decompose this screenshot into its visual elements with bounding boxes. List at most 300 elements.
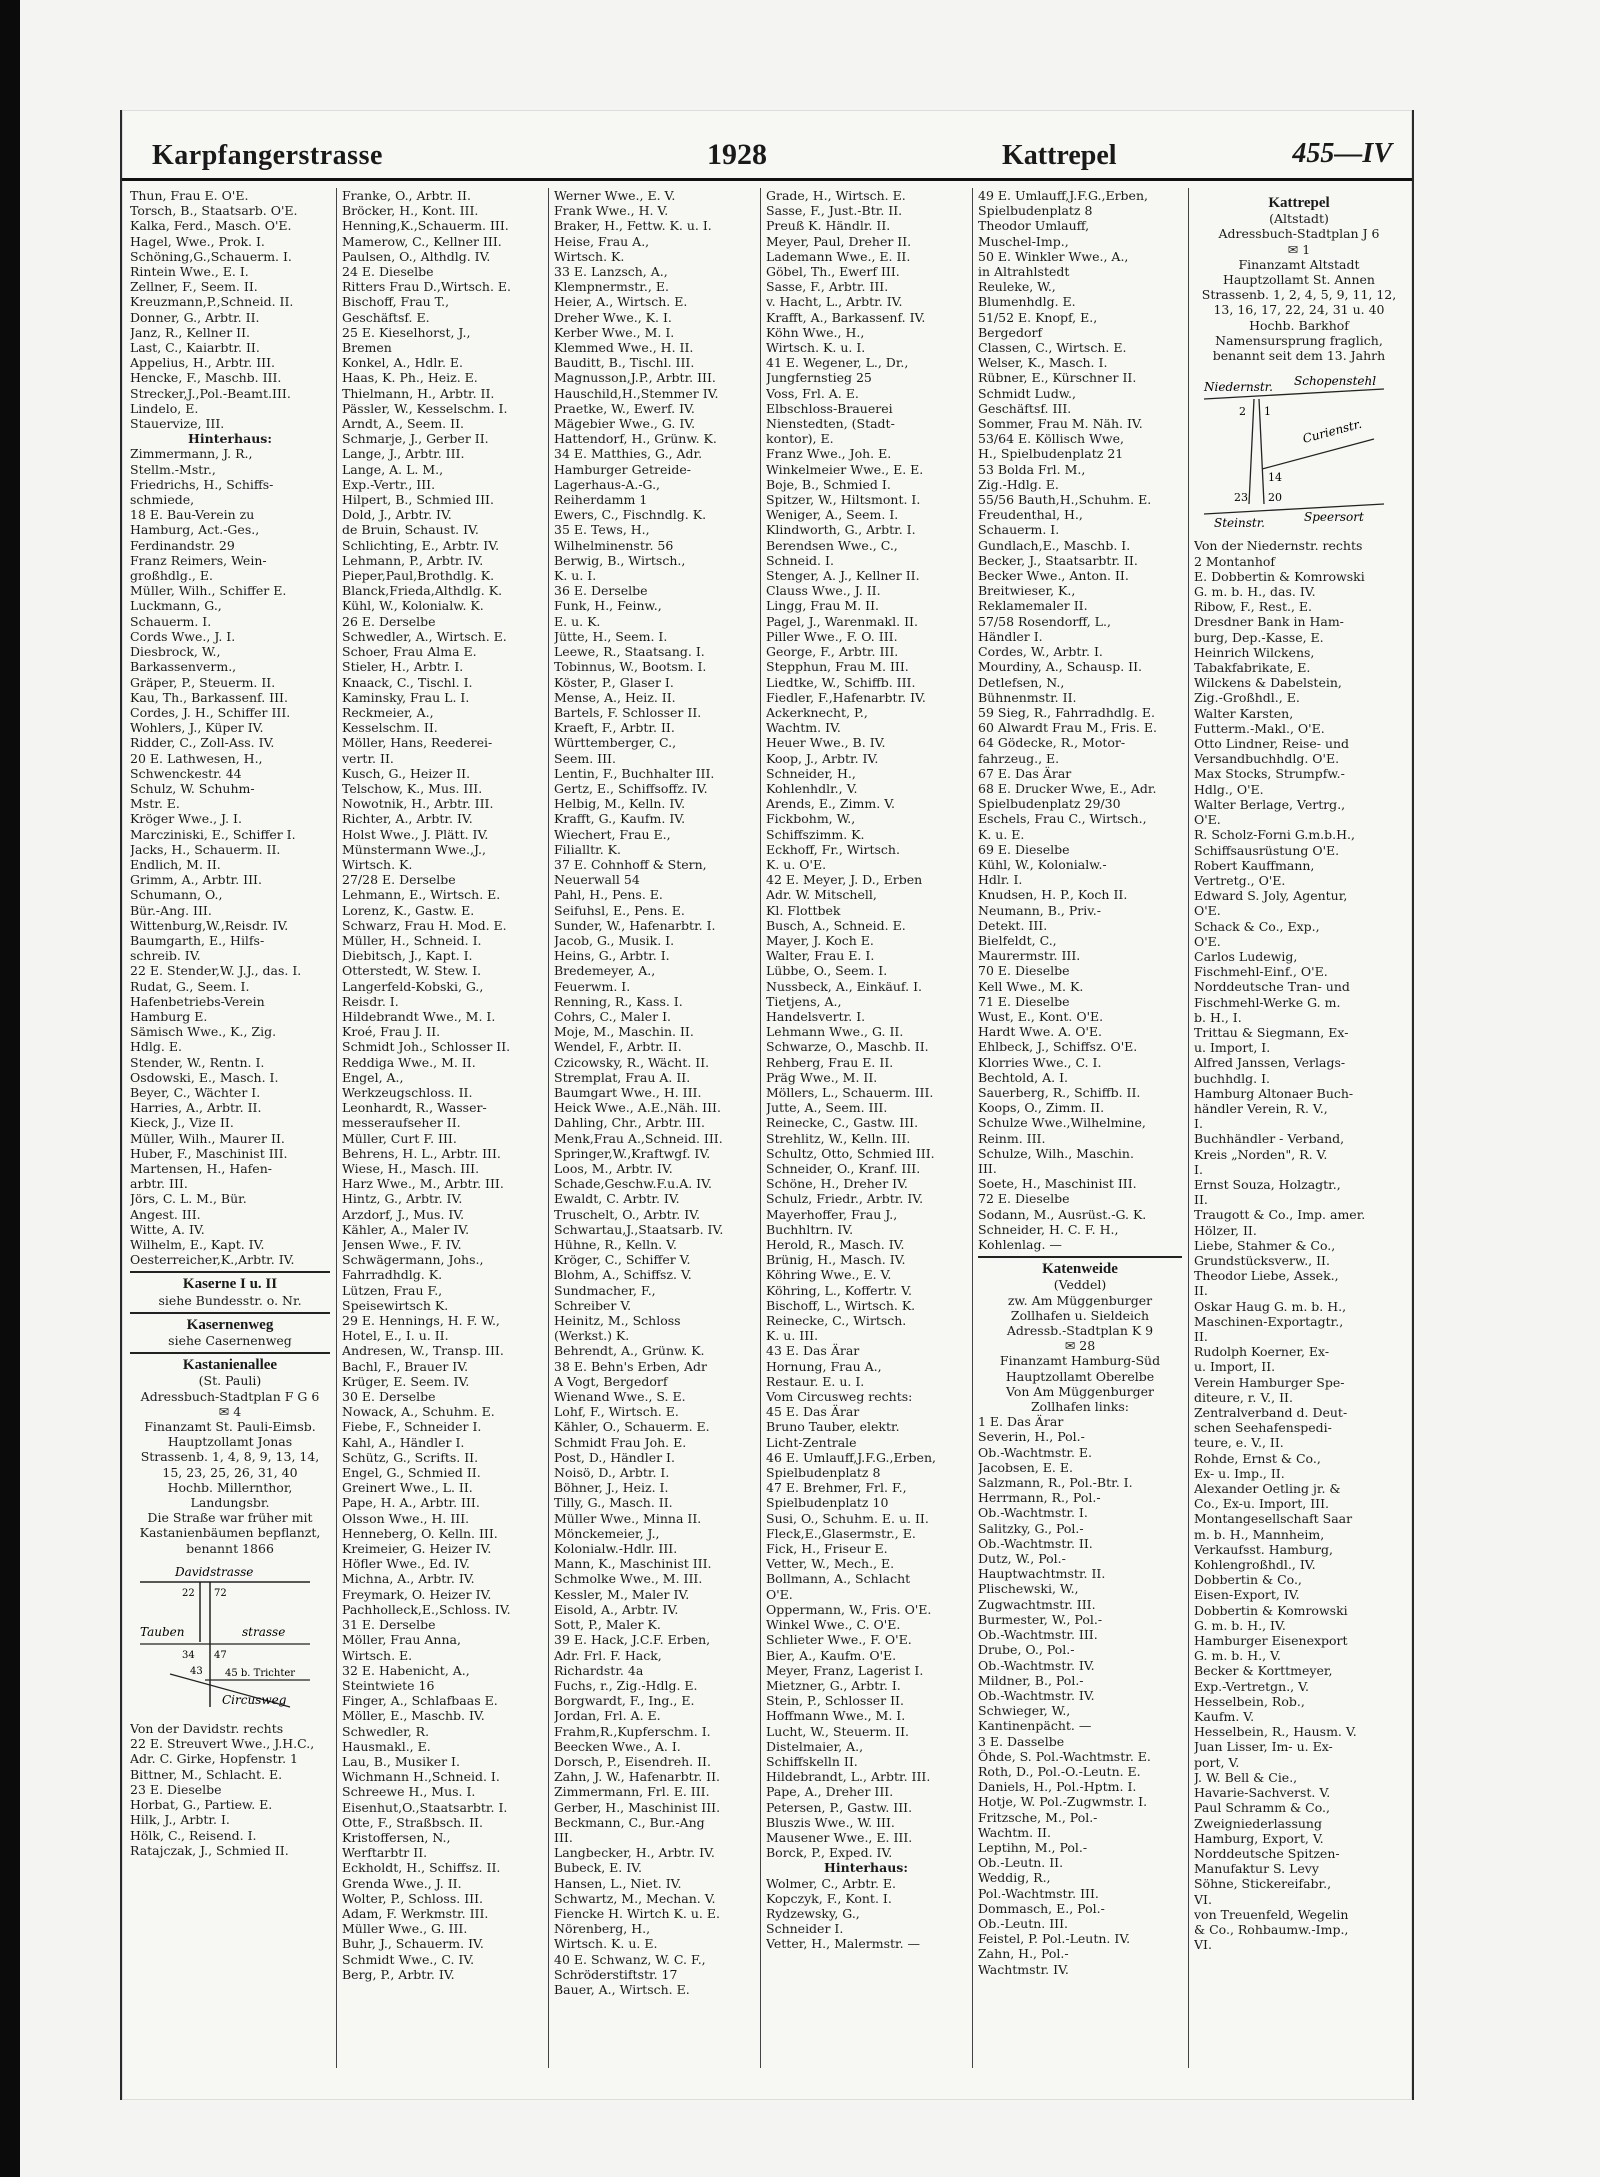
directory-entry: III. bbox=[554, 1829, 573, 1845]
directory-entry: Wirtsch. K. u. E. bbox=[554, 1936, 658, 1952]
directory-entry: diteure, r. V., II. bbox=[1194, 1389, 1293, 1405]
directory-entry: Münstermann Wwe.,J., bbox=[342, 841, 486, 857]
directory-entry: Blohm, A., Schiffsz. V. bbox=[554, 1267, 692, 1283]
directory-entry: schreib. IV. bbox=[130, 948, 201, 964]
directory-entry: 40 E. Schwanz, W. C. F., bbox=[554, 1951, 706, 1967]
directory-entry: Freymark, O. Heizer IV. bbox=[342, 1586, 492, 1602]
directory-entry: Schwenckestr. 44 bbox=[130, 765, 242, 781]
directory-entry: Werkzeugschloss. II. bbox=[342, 1084, 473, 1100]
directory-entry: Roth, D., Pol.-O.-Leutn. E. bbox=[978, 1763, 1141, 1779]
directory-entry: Schneider, H., bbox=[766, 765, 856, 781]
directory-entry: Feistel, P. Pol.-Leutn. IV. bbox=[978, 1931, 1131, 1947]
directory-entry: Engel, G., Schmied II. bbox=[342, 1465, 481, 1481]
column-divider bbox=[336, 188, 337, 2068]
column-4-entries bbox=[766, 188, 966, 1952]
directory-entry: Kell Wwe., M. K. bbox=[978, 978, 1084, 994]
directory-entry: Heinitz, M., Schloss bbox=[554, 1313, 681, 1329]
map-num-2: 2 bbox=[1239, 405, 1246, 419]
directory-entry: Kessler, M., Maler IV. bbox=[554, 1586, 690, 1602]
directory-entry: Diebitsch, J., Kapt. I. bbox=[342, 948, 473, 964]
directory-entry: Jacobsen, E. E. bbox=[978, 1459, 1073, 1475]
directory-entry: 33 E. Lanzsch, A., bbox=[554, 264, 668, 280]
directory-entry: Bier, A., Kaufm. O'E. bbox=[766, 1647, 897, 1663]
directory-entry: Hamburger Eisenexport bbox=[1194, 1633, 1348, 1649]
directory-entry: Lehmann, E., Wirtsch. E. bbox=[342, 887, 501, 903]
header-year: 1928 bbox=[707, 138, 767, 171]
street-info-line: Hochb. Millernthor, bbox=[167, 1479, 293, 1495]
directory-entry: H., Spielbudenplatz 21 bbox=[978, 446, 1124, 462]
directory-entry: Kolonialw.-Hdlr. III. bbox=[554, 1541, 678, 1557]
page-header bbox=[122, 128, 1412, 181]
directory-entry: Alfred Janssen, Verlags- bbox=[1194, 1055, 1346, 1071]
directory-entry: Huber, F., Maschinist III. bbox=[130, 1145, 288, 1161]
directory-entry: 23 E. Dieselbe bbox=[130, 1781, 222, 1797]
directory-entry: Zollhafen links: bbox=[1030, 1399, 1129, 1415]
directory-entry: Pässler, W., Kesselschm. I. bbox=[342, 400, 508, 416]
directory-entry: Exp.-Vertr., III. bbox=[342, 476, 436, 492]
directory-entry: Otte, F., Straßbsch. II. bbox=[342, 1814, 483, 1830]
directory-entry: Schmolke Wwe., M. III. bbox=[554, 1571, 703, 1587]
directory-entry: Sunder, W., Hafenarbtr. I. bbox=[554, 917, 716, 933]
directory-entry: Rehberg, Frau E. II. bbox=[766, 1054, 894, 1070]
directory-entry: 35 E. Tews, H., bbox=[554, 522, 650, 538]
directory-entry: Seem. III. bbox=[554, 750, 616, 766]
directory-entry: händler Verein, R. V., bbox=[1194, 1100, 1328, 1116]
directory-entry: Ob.-Wachtmstr. II. bbox=[978, 1535, 1093, 1551]
directory-entry: Lucht, W., Steuerm. II. bbox=[766, 1723, 910, 1739]
directory-entry: Franz Wwe., Joh. E. bbox=[766, 446, 892, 462]
directory-entry: Schneider, O., Kranf. III. bbox=[766, 1161, 921, 1176]
directory-entry: Schulze Wwe.,Wilhelmine, bbox=[978, 1115, 1146, 1131]
directory-entry: Oppermann, W., Fris. O'E. bbox=[766, 1601, 932, 1617]
directory-entry: in Altrahlstedt bbox=[978, 264, 1070, 280]
directory-entry: Stein, P., Schlosser II. bbox=[766, 1693, 904, 1709]
directory-entry: Fick, H., Friseur E. bbox=[766, 1541, 888, 1557]
directory-entry: Wittenburg,W.,Reisdr. IV. bbox=[130, 917, 289, 933]
directory-entry: ✉ 28 bbox=[1064, 1338, 1096, 1354]
street-info-line: 13, 16, 17, 22, 24, 31 u. 40 bbox=[1213, 302, 1385, 318]
directory-page bbox=[120, 110, 1414, 2100]
directory-entry: Freudenthal, H., bbox=[978, 507, 1083, 523]
directory-entry: Schwedler, A., Wirtsch. E. bbox=[342, 628, 507, 644]
directory-entry: G. m. b. H., das. IV. bbox=[1194, 584, 1316, 600]
directory-entry: Dahling, Chr., Arbtr. III. bbox=[554, 1115, 706, 1131]
directory-entry: Spielbudenplatz 29/30 bbox=[978, 796, 1121, 812]
directory-entry: Ob.-Wachtmstr. IV. bbox=[978, 1687, 1095, 1703]
directory-entry: Bluszis Wwe., W. III. bbox=[766, 1814, 895, 1830]
directory-entry: Nörenberg, H., bbox=[554, 1921, 651, 1937]
directory-entry: Kopczyk, F., Kont. I. bbox=[766, 1890, 892, 1906]
street-info-line: Adressbuch-Stadtplan J 6 bbox=[1218, 226, 1380, 242]
directory-entry: Kühl, W., Kolonialw.- bbox=[978, 856, 1107, 872]
directory-entry: Bielfeldt, C., bbox=[978, 932, 1057, 948]
directory-entry: 20 E. Lathwesen, H., bbox=[130, 750, 263, 766]
column-1-sections bbox=[130, 1271, 330, 1555]
directory-entry: Lohf, F., Wirtsch. E. bbox=[554, 1404, 679, 1420]
map-num-34: 34 bbox=[182, 1649, 195, 1661]
directory-entry: Schneider I. bbox=[766, 1921, 844, 1937]
directory-entry: Muschel-Imp., bbox=[978, 233, 1069, 249]
directory-entry: Engel, A., bbox=[342, 1069, 404, 1085]
map-label-circusweg: Circusweg bbox=[222, 1692, 287, 1707]
directory-entry: Schauerm. I. bbox=[130, 613, 212, 629]
directory-entry: Höfler Wwe., Ed. IV. bbox=[342, 1556, 470, 1572]
directory-entry: Wust, E., Kont. O'E. bbox=[978, 1008, 1104, 1024]
directory-entry: Theodor Liebe, Assek., bbox=[1194, 1268, 1339, 1284]
directory-entry: Olsson Wwe., H. III. bbox=[342, 1510, 470, 1526]
directory-entry: G. m. b. H., V. bbox=[1194, 1648, 1281, 1664]
directory-entry: Krüger, E. Seem. IV. bbox=[342, 1373, 470, 1389]
directory-entry: Geschäftsf. E. bbox=[342, 309, 430, 325]
directory-entry: Nussbeck, A., Einkäuf. I. bbox=[766, 978, 922, 994]
directory-entry: Pape, H. A., Arbtr. III. bbox=[342, 1495, 480, 1511]
directory-entry: Wirtsch. E. bbox=[342, 1647, 413, 1663]
street-info-line: Kastanienbäumen bepflanzt, bbox=[139, 1525, 321, 1541]
directory-entry: Telschow, K., Mus. III. bbox=[342, 780, 483, 796]
directory-entry: Franke, O., Arbtr. II. bbox=[342, 188, 471, 203]
directory-entry: Schwieger, W., bbox=[978, 1703, 1071, 1719]
directory-entry: Behrendt, A., Grünw. K. bbox=[554, 1343, 705, 1359]
directory-entry: Tilly, G., Masch. II. bbox=[554, 1495, 673, 1511]
directory-entry: Montangesellschaft Saar bbox=[1194, 1511, 1353, 1527]
directory-entry: Norddeutsche Spitzen- bbox=[1194, 1845, 1340, 1861]
directory-entry: Cordes, J. H., Schiffer III. bbox=[130, 704, 291, 720]
directory-entry: J. W. Bell & Cie., bbox=[1194, 1769, 1298, 1785]
street-info-line: siehe Casernenweg bbox=[168, 1333, 292, 1349]
directory-entry: Kantinenpächt. — bbox=[978, 1718, 1092, 1734]
column-4 bbox=[766, 188, 966, 2068]
directory-entry: Dobbertin & Co., bbox=[1194, 1572, 1302, 1588]
directory-entry: Eckhoff, Fr., Wirtsch. bbox=[766, 841, 900, 857]
directory-entry: Berg, P., Arbtr. IV. bbox=[342, 1966, 455, 1982]
directory-entry: Herold, R., Masch. IV. bbox=[766, 1237, 905, 1253]
directory-entry: Franz Reimers, Wein- bbox=[130, 552, 267, 568]
directory-entry: Eckholdt, H., Schiffsz. II. bbox=[342, 1860, 501, 1876]
directory-entry: Grenda Wwe., J. II. bbox=[342, 1875, 462, 1891]
directory-entry: Bischoff, Frau T., bbox=[342, 294, 450, 310]
directory-entry: Welser, K., Masch. I. bbox=[978, 355, 1108, 371]
directory-entry: Schauerm. I. bbox=[978, 522, 1060, 538]
directory-entry: Sommer, Frau M. Näh. IV. bbox=[978, 416, 1143, 432]
directory-entry: 47 E. Brehmer, Frl. F., bbox=[766, 1480, 907, 1496]
directory-entry: Eisold, A., Arbtr. IV. bbox=[554, 1601, 679, 1617]
directory-entry: Tabakfabrikate, E. bbox=[1194, 660, 1311, 676]
map-label-trichter: 45 b. Trichter bbox=[225, 1667, 296, 1679]
map-num-72: 72 bbox=[214, 1587, 227, 1599]
directory-entry: Beckmann, C., Bur.-Ang bbox=[554, 1814, 705, 1830]
map-label-steinstr: Steinstr. bbox=[1214, 516, 1265, 530]
directory-entry: Heinrich Wilckens, bbox=[1194, 644, 1315, 660]
directory-entry: Busch, A., Schneid. E. bbox=[766, 917, 906, 933]
directory-entry: O'E. bbox=[1194, 933, 1221, 949]
directory-entry: Hildebrandt Wwe., M. I. bbox=[342, 1008, 496, 1024]
directory-entry: Kähler, A., Maler IV. bbox=[342, 1221, 470, 1237]
directory-entry: Braker, H., Fettw. K. u. I. bbox=[554, 218, 712, 234]
directory-entry: A Vogt, Bergedorf bbox=[554, 1373, 668, 1389]
directory-entry: Schmidt Ludw., bbox=[978, 385, 1076, 401]
directory-entry: Nienstedten, (Stadt- bbox=[766, 416, 895, 432]
directory-entry: Petersen, P., Gastw. III. bbox=[766, 1799, 913, 1815]
directory-entry: Hdlg., O'E. bbox=[1194, 781, 1264, 797]
directory-entry: Rydzewsky, G., bbox=[766, 1905, 860, 1921]
directory-entry: Reckmeier, A., bbox=[342, 704, 434, 720]
directory-entry: schmiede, bbox=[130, 492, 195, 508]
directory-entry: Adr. Frl. F. Hack, bbox=[554, 1647, 662, 1663]
header-left-street: Karpfangerstrasse bbox=[152, 140, 383, 171]
directory-entry: Borgwardt, F., Ing., E. bbox=[554, 1693, 695, 1709]
directory-entry: Kahl, A., Händler I. bbox=[342, 1434, 465, 1450]
street-heading: Kasernenweg bbox=[130, 1312, 330, 1333]
directory-entry: Baumgarth, E., Hilfs- bbox=[130, 932, 265, 948]
directory-entry: Burmester, W., Pol.- bbox=[978, 1611, 1103, 1627]
directory-entry: Kähler, O., Schauerm. E. bbox=[554, 1419, 710, 1435]
street-info-line: Strassenb. 1, 2, 4, 5, 9, 11, 12, bbox=[1201, 287, 1397, 303]
directory-entry: Hdlr. I. bbox=[978, 872, 1023, 888]
directory-entry: Voss, Frl. A. E. bbox=[766, 385, 859, 401]
directory-entry: Magnusson,J.P., Arbtr. III. bbox=[554, 370, 716, 386]
directory-entry: von Treuenfeld, Wegelin bbox=[1194, 1906, 1349, 1922]
directory-entry: Michna, A., Arbtr. IV. bbox=[342, 1571, 475, 1587]
directory-entry: Lehmann, P., Arbtr. IV. bbox=[342, 552, 484, 568]
directory-entry: Truschelt, O., Arbtr. IV. bbox=[554, 1206, 700, 1222]
map-label-tauben: Tauben bbox=[140, 1624, 185, 1639]
directory-entry: Arends, E., Zimm. V. bbox=[766, 796, 896, 812]
directory-entry: Mietzner, G., Arbtr. I. bbox=[766, 1677, 901, 1693]
directory-entry: Kerber Wwe., M. I. bbox=[554, 324, 675, 340]
street-info-line: Hauptzollamt St. Annen bbox=[1223, 272, 1375, 288]
directory-entry: Wirtsch. K. bbox=[342, 856, 413, 872]
directory-entry: Gräper, P., Steuerm. II. bbox=[130, 674, 276, 690]
directory-entry: Clauss Wwe., J. II. bbox=[766, 583, 881, 599]
directory-entry: Hauschild,H.,Stemmer IV. bbox=[554, 385, 719, 401]
directory-entry: (Veddel) bbox=[1053, 1277, 1107, 1293]
directory-entry: Finanzamt Hamburg-Süd bbox=[999, 1353, 1161, 1369]
directory-entry: Sodann, M., Ausrüst.-G. K. bbox=[978, 1206, 1147, 1222]
directory-entry: Hornung, Frau A., bbox=[766, 1358, 882, 1374]
map-num-43: 43 bbox=[190, 1665, 203, 1677]
street-info-line: Landungsbr. bbox=[190, 1495, 270, 1511]
directory-entry: O'E. bbox=[766, 1586, 793, 1602]
directory-entry: Hinterhaus: bbox=[188, 431, 272, 447]
kattrepel-intro bbox=[1194, 211, 1404, 363]
directory-entry: Bruno Tauber, elektr. bbox=[766, 1419, 900, 1435]
directory-entry: Stauervize, III. bbox=[130, 416, 225, 432]
directory-entry: Kaminsky, Frau L. I. bbox=[342, 689, 470, 705]
directory-entry: Wirtsch. K. bbox=[554, 248, 625, 264]
directory-entry: Bremen bbox=[342, 340, 392, 356]
column-2-entries bbox=[342, 188, 542, 1982]
directory-entry: Köster, P., Glaser I. bbox=[554, 674, 674, 690]
directory-entry: Blumenhdlg. E. bbox=[978, 294, 1076, 310]
directory-entry: Heier, A., Wirtsch. E. bbox=[554, 294, 688, 310]
directory-entry: Grimm, A., Arbtr. III. bbox=[130, 872, 262, 888]
directory-entry: Renning, R., Kass. I. bbox=[554, 993, 683, 1009]
directory-entry: Ferdinandstr. 29 bbox=[130, 537, 235, 553]
directory-entry: Jutte, A., Seem. III. bbox=[766, 1100, 888, 1116]
directory-entry: Endlich, M. II. bbox=[130, 856, 221, 872]
street-info-line: Adressbuch-Stadtplan F G 6 bbox=[140, 1388, 320, 1404]
directory-entry: Lagerhaus-A.-G., bbox=[554, 476, 661, 492]
directory-entry: III. bbox=[978, 1161, 997, 1176]
directory-entry: teure, e. V., II. bbox=[1194, 1435, 1284, 1451]
directory-entry: Rintein Wwe., E. I. bbox=[130, 264, 249, 280]
directory-entry: VI. bbox=[1194, 1937, 1212, 1953]
directory-entry: Schneid. I. bbox=[766, 552, 834, 568]
directory-entry: Schreiber V. bbox=[554, 1297, 632, 1313]
directory-entry: 69 E. Dieselbe bbox=[978, 841, 1070, 857]
directory-entry: R. Scholz-Forni G.m.b.H., bbox=[1194, 827, 1355, 843]
directory-entry: Verkaufsst. Hamburg, bbox=[1194, 1541, 1333, 1557]
directory-entry: Walter, Frau E. I. bbox=[766, 948, 875, 964]
directory-entry: Finger, A., Schlafbaas E. bbox=[342, 1693, 498, 1709]
directory-entry: Müller, Curt F. III. bbox=[342, 1130, 457, 1146]
directory-entry: Schiffsausrüstung O'E. bbox=[1194, 842, 1340, 858]
directory-entry: Hansen, L., Niet. IV. bbox=[554, 1875, 682, 1891]
directory-entry: Möller, E., Maschb. IV. bbox=[342, 1708, 485, 1724]
directory-entry: messeraufseher II. bbox=[342, 1115, 461, 1131]
directory-entry: & Co., Rohbaumw.-Imp., bbox=[1194, 1921, 1349, 1937]
directory-entry: Reklamemaler II. bbox=[978, 598, 1088, 614]
directory-entry: Martensen, H., Hafen- bbox=[130, 1161, 272, 1176]
directory-entry: 25 E. Kieselhorst, J., bbox=[342, 324, 471, 340]
directory-entry: Salitzky, G., Pol.- bbox=[978, 1520, 1084, 1536]
directory-entry: Futterm.-Makl., O'E. bbox=[1194, 720, 1325, 736]
davidstrasse-map bbox=[130, 1562, 320, 1712]
directory-entry: Winkel Wwe., C. O'E. bbox=[766, 1617, 901, 1633]
directory-entry: Wiese, H., Masch. III. bbox=[342, 1161, 480, 1176]
directory-entry: Dreher Wwe., K. I. bbox=[554, 309, 672, 325]
directory-entry: Wachtm. IV. bbox=[766, 720, 841, 736]
directory-entry: Schulz, Friedr., Arbtr. IV. bbox=[766, 1191, 924, 1207]
directory-entry: Fischmehl-Werke G. m. bbox=[1194, 994, 1341, 1010]
directory-entry: Mourdiny, A., Schausp. II. bbox=[978, 659, 1143, 675]
directory-entry: Fritzsche, M., Pol.- bbox=[978, 1809, 1098, 1825]
directory-entry: Maurermstr. III. bbox=[978, 948, 1081, 964]
street-info-line: Strassenb. 1, 4, 8, 9, 13, 14, bbox=[140, 1449, 320, 1465]
directory-entry: m. b. H., Mannheim, bbox=[1194, 1526, 1325, 1542]
directory-entry: de Bruin, Schaust. IV. bbox=[342, 522, 479, 538]
directory-entry: Leewe, R., Staatsang. I. bbox=[554, 644, 705, 660]
directory-entry: Lorenz, K., Gastw. E. bbox=[342, 902, 475, 918]
directory-entry: Dold, J., Arbtr. IV. bbox=[342, 507, 452, 523]
directory-entry: Schmidt Wwe., C. IV. bbox=[342, 1951, 475, 1967]
directory-entry: Restaur. E. u. I. bbox=[766, 1373, 865, 1389]
directory-entry: Drube, O., Pol.- bbox=[978, 1642, 1075, 1658]
directory-entry: Ob.-Wachtmstr. I. bbox=[978, 1505, 1088, 1521]
directory-entry: Jacob, G., Musik. I. bbox=[554, 932, 675, 948]
directory-entry: Lübbe, O., Seem. I. bbox=[766, 963, 888, 979]
street-info-line: siehe Bundesstr. o. Nr. bbox=[158, 1292, 302, 1308]
directory-entry: Bühnenmstr. II. bbox=[978, 689, 1077, 705]
street-info-line: ✉ 1 bbox=[1287, 241, 1311, 257]
directory-entry: Hilpert, B., Schmied III. bbox=[342, 492, 494, 508]
directory-entry: Praetke, W., Ewerf. IV. bbox=[554, 400, 695, 416]
directory-entry: Nowotnik, H., Arbtr. III. bbox=[342, 796, 494, 812]
street-info-line: benannt seit dem 13. Jahrh bbox=[1212, 348, 1386, 364]
directory-entry: Lau, B., Musiker I. bbox=[342, 1753, 460, 1769]
directory-entry: 39 E. Hack, J.C.F. Erben, bbox=[554, 1632, 711, 1648]
directory-entry: Traugott & Co., Imp. amer. bbox=[1194, 1207, 1366, 1223]
directory-entry: Paul Schramm & Co., bbox=[1194, 1800, 1330, 1816]
directory-entry: kontor), E. bbox=[766, 431, 834, 447]
directory-entry: II. bbox=[1194, 1329, 1208, 1344]
directory-entry: K. u. I. bbox=[554, 568, 597, 584]
directory-entry: Leonhardt, R., Wasser- bbox=[342, 1100, 487, 1116]
directory-entry: 24 E. Dieselbe bbox=[342, 264, 434, 280]
directory-entry: Torsch, B., Staatsarb. O'E. bbox=[130, 203, 298, 219]
directory-entry: Händler I. bbox=[978, 628, 1043, 644]
directory-entry: Liebe, Stahmer & Co., bbox=[1194, 1237, 1336, 1253]
directory-entry: Hausmakl., E. bbox=[342, 1738, 431, 1754]
directory-entry: Dobbertin & Komrowski bbox=[1194, 1602, 1348, 1618]
directory-entry: 67 E. Das Ärar bbox=[978, 765, 1072, 781]
directory-entry: Werner Wwe., E. V. bbox=[554, 188, 676, 203]
directory-entry: Bergedorf bbox=[978, 324, 1043, 340]
directory-entry: Richardstr. 4a bbox=[554, 1662, 644, 1678]
directory-entry: 30 E. Derselbe bbox=[342, 1389, 436, 1405]
directory-entry: Verein Hamburger Spe- bbox=[1194, 1374, 1345, 1390]
directory-entry: Heins, G., Arbtr. I. bbox=[554, 948, 670, 964]
directory-entry: Otterstedt, W. Stew. I. bbox=[342, 963, 482, 979]
directory-entry: Möller, Hans, Reederei- bbox=[342, 735, 493, 751]
directory-entry: Bröcker, H., Kont. III. bbox=[342, 203, 479, 219]
directory-entry: u. Import, I. bbox=[1194, 1040, 1271, 1056]
directory-entry: Wirtsch. K. u. I. bbox=[766, 340, 866, 356]
directory-entry: Möller, Frau Anna, bbox=[342, 1632, 461, 1648]
directory-entry: Grundstücksverw., II. bbox=[1194, 1252, 1330, 1268]
directory-entry: Adr. C. Girke, Hopfenstr. 1 bbox=[130, 1751, 298, 1767]
map-num-1: 1 bbox=[1264, 405, 1271, 419]
column-1-after-map bbox=[130, 1721, 330, 1858]
directory-entry: Pieper,Paul,Brothdlg. K. bbox=[342, 568, 495, 584]
katenweide-section bbox=[978, 1256, 1182, 1977]
directory-entry: fahrzeug., E. bbox=[978, 750, 1060, 766]
directory-entry: Ewers, C., Fischndlg. K. bbox=[554, 507, 707, 523]
directory-entry: 27/28 E. Derselbe bbox=[342, 872, 456, 888]
map-label-curienstr: Curienstr. bbox=[1301, 416, 1364, 447]
map-num-20: 20 bbox=[1268, 491, 1282, 505]
map-label-speersort: Speersort bbox=[1304, 510, 1364, 525]
directory-entry: Behrens, H. L., Arbtr. III. bbox=[342, 1145, 501, 1161]
street-info-line: Hochb. Barkhof bbox=[1249, 317, 1349, 333]
directory-entry: Spielbudenplatz 8 bbox=[766, 1465, 881, 1481]
directory-entry: Reinecke, C., Gastw. III. bbox=[766, 1115, 919, 1131]
directory-entry: 22 E. Stender,W. J.J., das. I. bbox=[130, 963, 302, 979]
directory-entry: Severin, H., Pol.- bbox=[978, 1429, 1085, 1445]
directory-entry: Böhner, J., Heiz. I. bbox=[554, 1480, 669, 1496]
directory-entry: O'E. bbox=[1194, 812, 1221, 828]
directory-entry: Ob.-Wachtmstr. E. bbox=[978, 1444, 1092, 1460]
directory-entry: Ridder, C., Zoll-Ass. IV. bbox=[130, 735, 275, 751]
directory-entry: Bubeck, E. IV. bbox=[554, 1860, 642, 1876]
directory-entry: 43 E. Das Ärar bbox=[766, 1343, 860, 1359]
directory-entry: Alexander Oetling jr. & bbox=[1194, 1481, 1341, 1497]
directory-entry: Mayer, J. Koch E. bbox=[766, 932, 874, 948]
directory-entry: Stenger, A. J., Kellner II. bbox=[766, 568, 920, 584]
directory-entry: Bredemeyer, A., bbox=[554, 963, 656, 979]
directory-entry: Manufaktur S. Levy bbox=[1194, 1861, 1319, 1877]
directory-entry: zw. Am Müggenburger bbox=[1007, 1292, 1153, 1308]
directory-entry: Hamburger Getreide- bbox=[554, 461, 691, 477]
directory-entry: Klindworth, G., Arbtr. I. bbox=[766, 522, 916, 538]
directory-entry: Noisö, D., Arbtr. I. bbox=[554, 1465, 670, 1481]
directory-entry: Kaufm. V. bbox=[1194, 1709, 1255, 1725]
directory-entry: Donner, G., Arbtr. II. bbox=[130, 309, 260, 325]
directory-entry: Loos, M., Arbtr. IV. bbox=[554, 1161, 673, 1176]
directory-entry: Knaack, C., Tischl. I. bbox=[342, 674, 473, 690]
directory-entry: Ritters Frau D.,Wirtsch. E. bbox=[342, 279, 512, 295]
directory-entry: Köhring Wwe., E. V. bbox=[766, 1267, 892, 1283]
